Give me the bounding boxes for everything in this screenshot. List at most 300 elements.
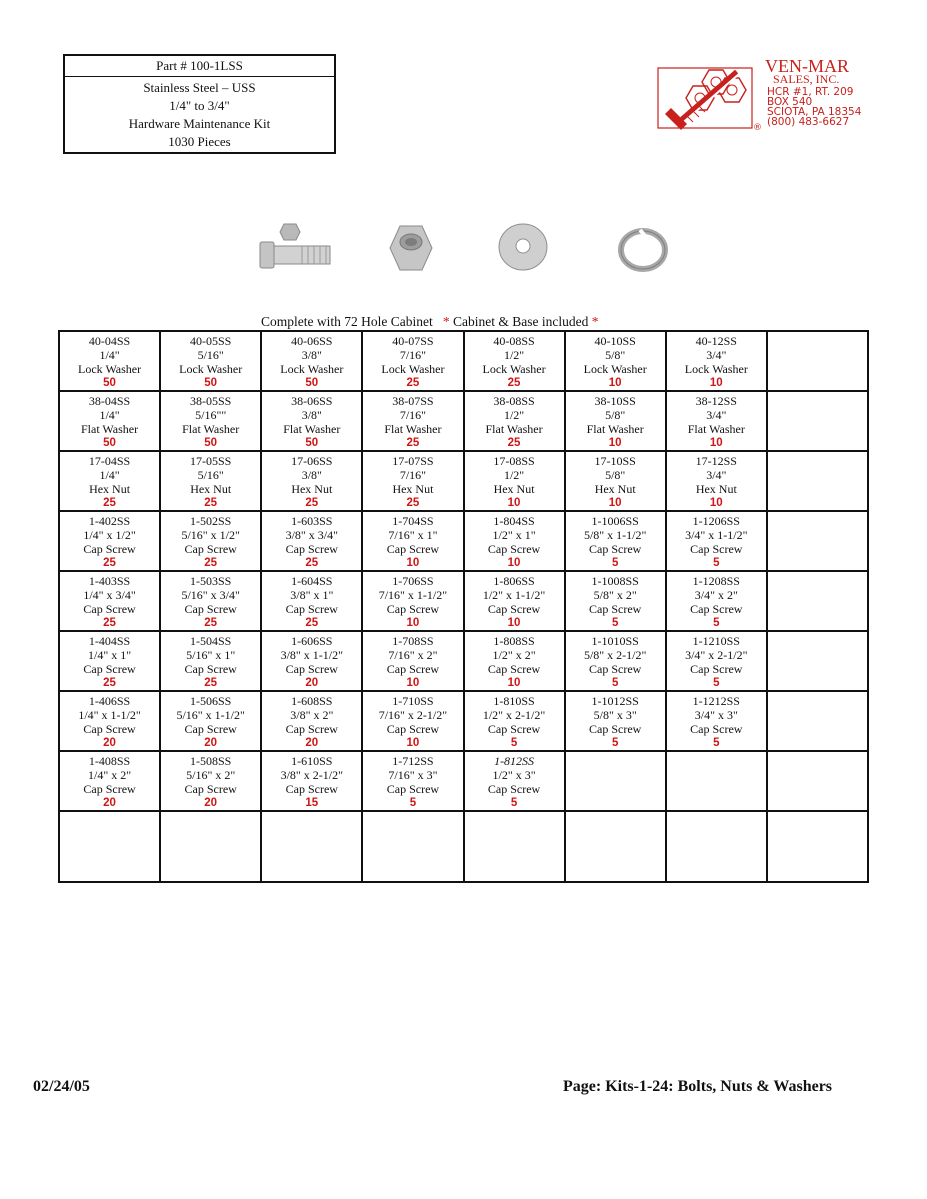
part-code: 1-712SS xyxy=(392,754,434,768)
part-size: 7/16" x 2" xyxy=(388,648,438,662)
part-qty: 25 xyxy=(103,557,116,569)
part-qty: 50 xyxy=(204,437,218,449)
part-code: 17-07SS xyxy=(392,454,434,468)
part-type: Cap Screw xyxy=(83,602,136,616)
grid-cell xyxy=(767,331,868,391)
grid-cell xyxy=(261,631,362,691)
grid-cell xyxy=(160,811,261,882)
part-code: 40-05SS xyxy=(190,334,232,348)
part-qty: 25 xyxy=(406,377,420,389)
grid-cell xyxy=(464,331,565,391)
part-type: Cap Screw xyxy=(589,662,642,676)
grid-cell xyxy=(464,391,565,451)
part-code: 1-808SS xyxy=(493,634,535,648)
grid-row xyxy=(59,691,868,751)
part-code: 1-1212SS xyxy=(692,694,740,708)
part-type: Hex Nut xyxy=(695,482,737,496)
part-code: 1-402SS xyxy=(88,514,131,528)
grid-cell xyxy=(464,691,565,751)
part-qty: 10 xyxy=(507,617,521,629)
part-qty: 5 xyxy=(713,617,720,629)
part-qty: 25 xyxy=(507,437,521,449)
part-size: 1/4" x 2" xyxy=(87,768,132,782)
grid-cell xyxy=(666,331,767,391)
grid-cell xyxy=(160,631,261,691)
grid-row xyxy=(59,331,868,391)
part-size: 1/2" x 2-1/2" xyxy=(482,708,546,722)
ven-mar-logo xyxy=(657,56,877,140)
part-type: Lock Washer xyxy=(78,362,142,376)
part-type: Hex Nut xyxy=(493,482,535,496)
part-type: Cap Screw xyxy=(690,662,743,676)
grid-cell xyxy=(767,391,868,451)
part-size: 1/2" xyxy=(503,408,525,422)
grid-cell xyxy=(59,511,160,571)
part-type: Cap Screw xyxy=(184,662,237,676)
grid-cell xyxy=(59,391,160,451)
part-type: Flat Washer xyxy=(586,422,644,436)
part-type: Cap Screw xyxy=(83,722,136,736)
part-size: 1/4" x 1-1/2" xyxy=(78,708,141,722)
part-size: 1/2" xyxy=(503,348,525,362)
part-size: 5/8" x 1-1/2" xyxy=(583,528,647,542)
part-qty: 5 xyxy=(713,557,720,569)
grid-cell xyxy=(362,511,463,571)
part-code: 1-704SS xyxy=(392,514,434,528)
part-type: Cap Screw xyxy=(184,542,237,556)
part-qty: 50 xyxy=(204,377,218,389)
part-qty: 15 xyxy=(305,797,319,809)
part-type: Cap Screw xyxy=(285,542,338,556)
grid-cell xyxy=(362,391,463,451)
grid-cell xyxy=(362,751,463,811)
part-code: 1-502SS xyxy=(190,514,232,528)
part-size: 7/16" xyxy=(399,348,427,362)
footer-date: 02/24/05 xyxy=(33,1078,90,1095)
part-qty: 5 xyxy=(713,677,720,689)
grid-cell xyxy=(464,571,565,631)
part-size: 1/4" x 1/2" xyxy=(83,528,136,542)
part-code: 1-1210SS xyxy=(692,634,740,648)
grid-cell xyxy=(767,691,868,751)
part-size: 1/4" xyxy=(99,468,120,482)
part-code: 38-08SS xyxy=(493,394,535,408)
part-type: Flat Washer xyxy=(80,422,139,436)
part-code: 38-05SS xyxy=(190,394,232,408)
grid-row xyxy=(59,391,868,451)
part-qty: 5 xyxy=(713,737,720,749)
grid-cell xyxy=(565,691,666,751)
part-code: 17-04SS xyxy=(88,454,131,468)
part-type: Flat Washer xyxy=(283,422,341,436)
part-type: Cap Screw xyxy=(386,662,440,676)
grid-row xyxy=(59,571,868,631)
flat-washer-icon xyxy=(497,222,549,272)
grid-row xyxy=(59,631,868,691)
part-size: 3/4" xyxy=(706,348,727,362)
part-qty: 25 xyxy=(305,497,319,509)
part-qty: 25 xyxy=(103,617,116,629)
part-size: 1/2" x 2" xyxy=(492,648,536,662)
part-number: Part # 100-1LSS xyxy=(65,56,334,77)
grid-row xyxy=(59,511,868,571)
part-code: 1-1010SS xyxy=(591,634,639,648)
grid-cell xyxy=(666,511,767,571)
footer-page-title: Page: Kits-1-24: Bolts, Nuts & Washers xyxy=(563,1078,833,1095)
part-qty: 20 xyxy=(103,737,116,749)
part-code: 1-608SS xyxy=(291,694,333,708)
part-size: 3/4" xyxy=(706,468,727,482)
part-qty: 10 xyxy=(507,677,521,689)
part-type: Cap Screw xyxy=(285,662,338,676)
part-qty: 10 xyxy=(709,377,723,389)
part-type: Cap Screw xyxy=(690,542,743,556)
part-code: 1-508SS xyxy=(190,754,232,768)
part-qty: 10 xyxy=(709,437,723,449)
grid-row xyxy=(59,751,868,811)
part-size: 3/8" x 1-1/2" xyxy=(280,648,344,662)
part-type: Lock Washer xyxy=(280,362,344,376)
grid-cell xyxy=(666,451,767,511)
part-size: 5/8" xyxy=(605,348,626,362)
part-code: 17-05SS xyxy=(190,454,232,468)
grid-cell xyxy=(666,751,767,811)
part-type: Cap Screw xyxy=(386,722,440,736)
part-size: 5/8" xyxy=(605,468,626,482)
grid-cell xyxy=(59,571,160,631)
cabinet-caption xyxy=(261,314,598,330)
part-code: 40-04SS xyxy=(88,334,131,348)
part-size: 3/4" x 1-1/2" xyxy=(685,528,748,542)
part-qty: 5 xyxy=(510,737,518,749)
part-type: Hex Nut xyxy=(594,482,636,496)
logo-sub: SALES, INC. xyxy=(773,72,840,86)
grid-cell xyxy=(261,451,362,511)
grid-cell xyxy=(59,631,160,691)
part-code: 1-804SS xyxy=(493,514,535,528)
part-size: 7/16" x 1" xyxy=(388,528,438,542)
part-type: Cap Screw xyxy=(589,602,642,616)
grid-cell xyxy=(767,511,868,571)
part-size: 1/2" x 3" xyxy=(492,768,536,782)
part-qty: 20 xyxy=(103,797,116,809)
part-qty: 10 xyxy=(608,437,622,449)
part-size: 7/16" xyxy=(399,408,427,422)
part-code: 1-408SS xyxy=(88,754,131,768)
grid-cell xyxy=(666,811,767,882)
part-qty: 50 xyxy=(305,377,319,389)
grid-cell xyxy=(362,331,463,391)
part-type: Hex Nut xyxy=(392,482,434,496)
grid-cell xyxy=(160,691,261,751)
part-code: 1-610SS xyxy=(291,754,333,768)
grid-cell xyxy=(160,391,261,451)
part-qty: 50 xyxy=(103,437,116,449)
part-size: 1/2" xyxy=(503,468,525,482)
part-type: Lock Washer xyxy=(583,362,647,376)
part-code: 40-06SS xyxy=(291,334,333,348)
part-size: 3/4" x 2-1/2" xyxy=(685,648,748,662)
part-info-box xyxy=(63,54,336,154)
part-code: 1-404SS xyxy=(88,634,131,648)
grid-cell xyxy=(767,631,868,691)
grid-cell xyxy=(261,691,362,751)
part-code: 1-810SS xyxy=(493,694,535,708)
grid-cell xyxy=(565,751,666,811)
part-size: 5/8" xyxy=(605,408,626,422)
caption-star-1: * xyxy=(442,314,450,329)
part-qty: 50 xyxy=(305,437,319,449)
part-code: 1-406SS xyxy=(88,694,131,708)
part-qty: 25 xyxy=(204,557,218,569)
part-type: Cap Screw xyxy=(386,782,440,796)
part-code: 1-604SS xyxy=(291,574,333,588)
part-type: Hex Nut xyxy=(190,482,232,496)
grid-cell xyxy=(59,691,160,751)
part-qty: 25 xyxy=(204,617,218,629)
part-qty: 25 xyxy=(305,557,319,569)
grid-cell xyxy=(362,571,463,631)
part-size: 5/16" x 3/4" xyxy=(181,588,240,602)
part-code: 38-12SS xyxy=(695,394,737,408)
bolt-icon xyxy=(258,222,334,272)
part-type: Cap Screw xyxy=(487,782,541,796)
grid-cell xyxy=(666,691,767,751)
part-qty: 10 xyxy=(709,497,723,509)
part-qty: 25 xyxy=(507,377,521,389)
grid-cell xyxy=(767,751,868,811)
part-code: 1-812SS xyxy=(494,754,535,768)
part-qty: 20 xyxy=(305,677,319,689)
grid-cell xyxy=(464,511,565,571)
part-qty: 20 xyxy=(305,737,319,749)
part-size: 1/4" xyxy=(99,348,120,362)
part-code: 1-506SS xyxy=(190,694,232,708)
part-type: Cap Screw xyxy=(589,542,642,556)
part-type: Flat Washer xyxy=(485,422,543,436)
part-code: 1-1206SS xyxy=(692,514,740,528)
part-type: Cap Screw xyxy=(285,602,338,616)
part-type: Hex Nut xyxy=(291,482,333,496)
caption-text: Complete with 72 Hole Cabinet xyxy=(261,314,433,329)
grid-cell xyxy=(362,691,463,751)
part-type: Lock Washer xyxy=(179,362,243,376)
part-qty: 25 xyxy=(406,437,420,449)
part-code: 1-1006SS xyxy=(591,514,639,528)
part-type: Cap Screw xyxy=(83,542,136,556)
part-type: Cap Screw xyxy=(184,782,237,796)
part-type: Cap Screw xyxy=(690,722,743,736)
lock-washer-icon xyxy=(618,228,668,272)
part-code: 1-603SS xyxy=(291,514,333,528)
grid-cell xyxy=(160,511,261,571)
part-type: Cap Screw xyxy=(83,782,136,796)
grid-cell xyxy=(666,391,767,451)
part-type: Cap Screw xyxy=(690,602,743,616)
logo-address-2: BOX 540 xyxy=(767,96,813,108)
part-size: 5/8" x 2-1/2" xyxy=(583,648,647,662)
part-size: 7/16" x 1-1/2" xyxy=(378,588,448,602)
part-size: 5/16" x 1" xyxy=(186,648,236,662)
part-type: Lock Washer xyxy=(381,362,445,376)
part-size: 1/4" xyxy=(99,408,120,422)
part-size: 7/16" x 2-1/2" xyxy=(378,708,448,722)
grid-cell xyxy=(565,511,666,571)
part-size: 1/2" x 1-1/2" xyxy=(482,588,546,602)
part-code: 17-06SS xyxy=(291,454,333,468)
part-code: 1-1012SS xyxy=(591,694,639,708)
part-code: 17-10SS xyxy=(594,454,636,468)
part-qty: 20 xyxy=(204,797,218,809)
part-qty: 5 xyxy=(611,617,619,629)
part-size: 3/4" x 3" xyxy=(694,708,738,722)
part-size: 7/16" xyxy=(399,468,427,482)
part-size: 5/16" x 1-1/2" xyxy=(176,708,245,722)
part-code: 1-710SS xyxy=(392,694,434,708)
part-type: Cap Screw xyxy=(184,722,237,736)
bolt-nut-logo-icon xyxy=(657,64,763,130)
grid-cell xyxy=(464,631,565,691)
part-qty: 25 xyxy=(103,677,116,689)
grid-cell xyxy=(767,571,868,631)
caption-star-2: * xyxy=(591,314,599,329)
part-size: 7/16" x 3" xyxy=(388,768,438,782)
grid-row xyxy=(59,811,868,882)
grid-cell xyxy=(464,451,565,511)
grid-cell xyxy=(59,811,160,882)
grid-cell xyxy=(767,451,868,511)
part-type: Cap Screw xyxy=(386,542,440,556)
part-qty: 5 xyxy=(611,677,619,689)
part-size: 3/8" xyxy=(301,348,322,362)
grid-cell xyxy=(59,331,160,391)
part-qty: 10 xyxy=(507,557,521,569)
part-type: Cap Screw xyxy=(487,722,541,736)
grid-cell xyxy=(565,451,666,511)
part-code: 38-07SS xyxy=(392,394,434,408)
part-type: Cap Screw xyxy=(285,722,338,736)
part-size: 3/8" x 2" xyxy=(290,708,334,722)
part-code: 40-10SS xyxy=(594,334,636,348)
part-desc-line-3: Hardware Maintenance Kit xyxy=(128,116,271,131)
grid-cell xyxy=(565,391,666,451)
part-type: Cap Screw xyxy=(184,602,237,616)
part-code: 1-1008SS xyxy=(591,574,639,588)
part-qty: 25 xyxy=(406,497,420,509)
logo-address-1: HCR #1, RT. 209 xyxy=(767,86,854,98)
part-code: 1-403SS xyxy=(88,574,131,588)
part-qty: 5 xyxy=(510,797,518,809)
part-desc-line-1: Stainless Steel – USS xyxy=(143,80,256,95)
part-type: Cap Screw xyxy=(487,542,541,556)
grid-cell xyxy=(767,811,868,882)
part-code: 1-706SS xyxy=(392,574,434,588)
part-code: 1-503SS xyxy=(190,574,232,588)
grid-cell xyxy=(261,811,362,882)
grid-row xyxy=(59,451,868,511)
part-size: 1/4" x 1" xyxy=(87,648,132,662)
grid-cell xyxy=(362,811,463,882)
logo-address-3: SCIOTA, PA 18354 xyxy=(767,106,862,118)
part-type: Cap Screw xyxy=(285,782,338,796)
part-code: 17-08SS xyxy=(493,454,535,468)
registered-mark: ® xyxy=(753,123,762,130)
grid-cell xyxy=(59,451,160,511)
part-size: 3/4" xyxy=(706,408,727,422)
grid-cell xyxy=(261,571,362,631)
part-size: 3/8" xyxy=(301,468,322,482)
part-size: 5/8" x 2" xyxy=(593,588,637,602)
grid-cell xyxy=(464,751,565,811)
part-type: Hex Nut xyxy=(89,482,131,496)
part-type: Cap Screw xyxy=(386,602,440,616)
grid-cell xyxy=(261,391,362,451)
grid-cell xyxy=(59,751,160,811)
grid-cell xyxy=(160,331,261,391)
part-code: 1-806SS xyxy=(493,574,535,588)
part-size: 1/2" x 1" xyxy=(492,528,536,542)
grid-cell xyxy=(666,631,767,691)
part-size: 3/8" x 1" xyxy=(290,588,334,602)
part-code: 1-1208SS xyxy=(692,574,740,588)
part-size: 5/16"" xyxy=(195,408,227,422)
part-qty: 10 xyxy=(406,737,420,749)
part-size: 1/4" x 3/4" xyxy=(83,588,136,602)
grid-cell xyxy=(362,451,463,511)
part-type: Flat Washer xyxy=(384,422,442,436)
hardware-grid xyxy=(58,330,869,883)
part-size: 5/16" xyxy=(197,468,224,482)
part-size: 3/8" x 2-1/2" xyxy=(280,768,344,782)
part-size: 3/4" x 2" xyxy=(694,588,738,602)
part-code: 38-06SS xyxy=(291,394,333,408)
part-qty: 25 xyxy=(204,497,218,509)
part-type: Flat Washer xyxy=(687,422,745,436)
logo-phone: (800) 483-6627 xyxy=(767,116,850,128)
part-size: 5/16" x 2" xyxy=(186,768,236,782)
grid-cell xyxy=(160,751,261,811)
part-qty: 10 xyxy=(406,557,420,569)
part-desc-line-2: 1/4" to 3/4" xyxy=(169,98,230,113)
part-type: Lock Washer xyxy=(684,362,748,376)
grid-cell xyxy=(565,631,666,691)
part-qty: 5 xyxy=(611,737,619,749)
logo-brand: VEN-MAR xyxy=(765,56,849,76)
part-size: 5/8" x 3" xyxy=(593,708,637,722)
part-qty: 5 xyxy=(611,557,619,569)
part-qty: 25 xyxy=(204,677,218,689)
part-code: 1-606SS xyxy=(291,634,333,648)
part-type: Cap Screw xyxy=(589,722,642,736)
part-qty: 25 xyxy=(305,617,319,629)
grid-cell xyxy=(261,751,362,811)
part-code: 40-07SS xyxy=(392,334,434,348)
part-type: Cap Screw xyxy=(487,602,541,616)
part-code: 17-12SS xyxy=(695,454,737,468)
part-qty: 10 xyxy=(406,617,420,629)
grid-cell xyxy=(464,811,565,882)
part-code: 38-04SS xyxy=(88,394,131,408)
caption-highlight: Cabinet & Base included xyxy=(449,314,592,329)
part-type: Lock Washer xyxy=(482,362,546,376)
part-qty: 50 xyxy=(103,377,116,389)
grid-cell xyxy=(261,331,362,391)
grid-cell xyxy=(362,631,463,691)
part-code: 40-12SS xyxy=(695,334,737,348)
grid-cell xyxy=(565,811,666,882)
part-desc-line-4: 1030 Pieces xyxy=(168,134,231,149)
part-type: Cap Screw xyxy=(487,662,541,676)
